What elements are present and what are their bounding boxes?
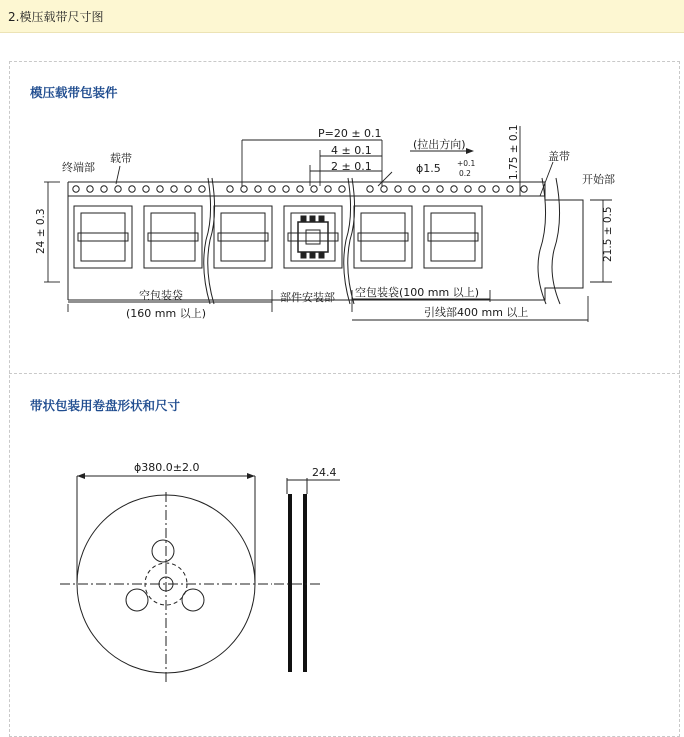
sprocket-hole bbox=[241, 186, 247, 192]
end-part-label: 终端部 bbox=[62, 161, 95, 174]
sprocket-hole bbox=[255, 186, 261, 192]
sprocket-hole bbox=[465, 186, 471, 192]
sprocket-hole bbox=[521, 186, 527, 192]
empty-pack2-label: 空包装袋(100 mm 以上) bbox=[355, 286, 480, 299]
carrier-tape-label: 载带 bbox=[110, 152, 132, 165]
break-line-6 bbox=[552, 178, 560, 304]
sprocket-hole bbox=[451, 186, 457, 192]
hole-label: ϕ1.5 bbox=[416, 162, 441, 175]
tape-pocket bbox=[74, 206, 132, 268]
section-header-title: 2.模压载带尺寸图 bbox=[8, 10, 104, 24]
pocket-with-part bbox=[284, 206, 342, 268]
start-part-label: 开始部 bbox=[582, 173, 615, 186]
sprocket-hole bbox=[493, 186, 499, 192]
empty-pack-len-label: (160 mm 以上) bbox=[126, 307, 207, 320]
tape-pocket bbox=[144, 206, 202, 268]
break-line-5 bbox=[538, 178, 546, 304]
sprocket-hole bbox=[479, 186, 485, 192]
height-left-label: 24 ± 0.3 bbox=[35, 208, 47, 254]
sprocket-hole bbox=[283, 186, 289, 192]
direction-label: (拉出方向) bbox=[413, 138, 466, 151]
cover-tape-label: 盖带 bbox=[548, 150, 570, 163]
tape-section-title: 模压载带包装件 bbox=[30, 85, 118, 100]
sprocket-hole bbox=[227, 186, 233, 192]
pitch-small1-label: 4 ± 0.1 bbox=[331, 144, 372, 157]
width-label: 24.4 bbox=[312, 466, 337, 479]
sprocket-hole bbox=[423, 186, 429, 192]
pitch-small2-label: 2 ± 0.1 bbox=[331, 160, 372, 173]
diameter-label: ϕ380.0±2.0 bbox=[134, 461, 200, 474]
sprocket-hole bbox=[409, 186, 415, 192]
sprocket-hole bbox=[157, 186, 163, 192]
tape-pocket bbox=[424, 206, 482, 268]
sprocket-hole bbox=[101, 186, 107, 192]
sprocket-hole bbox=[395, 186, 401, 192]
hole-tol-lower: 0.2 bbox=[459, 169, 471, 178]
sprocket-hole bbox=[129, 186, 135, 192]
tape-pockets bbox=[74, 206, 482, 268]
sprocket-hole bbox=[199, 186, 205, 192]
reel-section-title: 带状包装用卷盘形状和尺寸 bbox=[30, 398, 181, 413]
sprocket-hole bbox=[367, 186, 373, 192]
sprocket-hole bbox=[171, 186, 177, 192]
sprocket-hole bbox=[507, 186, 513, 192]
height-offset-label: 1.75 ± 0.1 bbox=[508, 124, 520, 180]
sprocket-hole bbox=[311, 186, 317, 192]
tape-pocket bbox=[214, 206, 272, 268]
sprocket-holes bbox=[73, 186, 527, 192]
sprocket-hole bbox=[115, 186, 121, 192]
sprocket-hole bbox=[73, 186, 79, 192]
sprocket-hole bbox=[381, 186, 387, 192]
sprocket-hole bbox=[269, 186, 275, 192]
sprocket-hole bbox=[339, 186, 345, 192]
leader-label: 引线部400 mm 以上 bbox=[424, 306, 529, 319]
empty-pack-label: 空包装袋 bbox=[139, 289, 183, 302]
sprocket-hole bbox=[143, 186, 149, 192]
hole-tol-upper: +0.1 bbox=[457, 159, 476, 168]
height-right-label: 21.5 ± 0.5 bbox=[602, 206, 614, 262]
sprocket-hole bbox=[297, 186, 303, 192]
sprocket-hole bbox=[87, 186, 93, 192]
parts-mount-label: 部件安装部 bbox=[280, 291, 335, 304]
pitch-label: P=20 ± 0.1 bbox=[318, 127, 382, 140]
sprocket-hole bbox=[437, 186, 443, 192]
sprocket-hole bbox=[325, 186, 331, 192]
sprocket-hole bbox=[185, 186, 191, 192]
tape-pocket bbox=[354, 206, 412, 268]
